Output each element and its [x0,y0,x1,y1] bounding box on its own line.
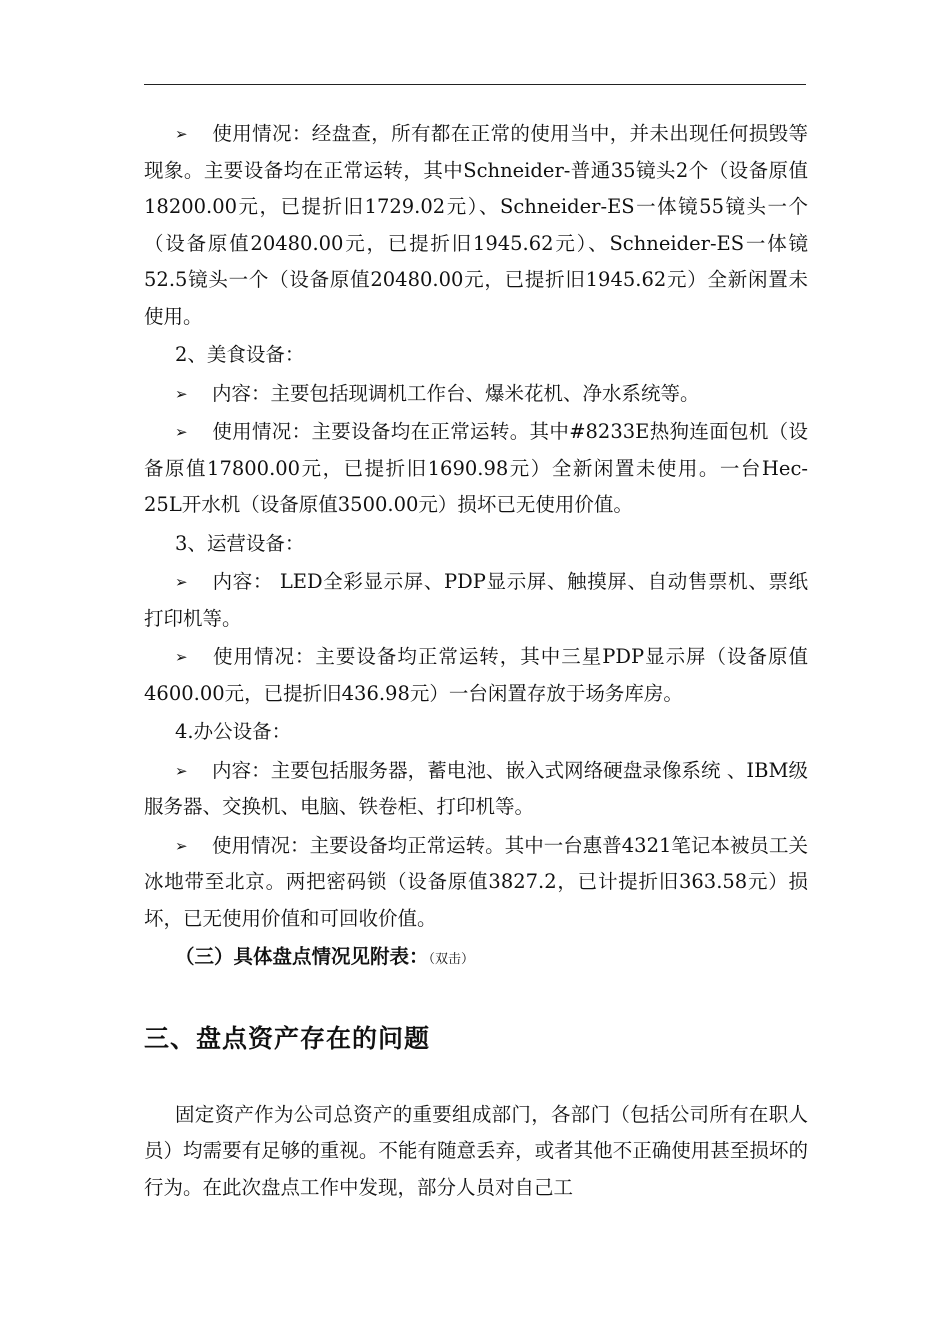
paragraph-operations-usage [144,639,808,712]
attachment-reference [144,939,808,979]
section-heading-inventory-issues: 三、盘点资产存在的问题 [144,1023,431,1053]
attachment-reference-label: （三）具体盘点情况见附表： [175,945,429,968]
paragraph-text: 使用情况：主要设备均在正常运转。其中#8233E热狗连面包机（设备原值17800.00元，已提折旧1690.98元）全新闲置未使用。一台Hec-25L开水机（设备原值3500.00元）损坏已无使用价值。 [144,420,808,516]
paragraph-text: 内容：主要包括服务器，蓄电池、嵌入式网络硬盘录像系统 、IBM级服务器、交换机、电脑、铁卷柜、打印机等。 [144,758,808,818]
section-heading-office-equipment: 4.办公设备： [175,720,292,743]
paragraph-text: 内容：主要包括现调机工作台、爆米花机、净水系统等。 [212,381,700,405]
paragraph-text: 使用情况：主要设备均正常运转，其中三星PDP显示屏（设备原值4600.00元，已提折旧436.98元）一台闲置存放于场务库房。 [144,645,808,705]
section-heading-food-equipment: 2、美食设备： [175,343,305,366]
arrow-bullet-icon: ➢ [175,125,188,143]
arrow-bullet-icon: ➢ [175,761,188,780]
document-body [144,116,808,1206]
arrow-bullet-icon: ➢ [175,423,188,441]
paragraph-usage-projection [144,116,808,335]
paragraph-issues: 固定资产作为公司总资产的重要组成部门，各部门（包括公司所有在职人员）均需要有足够的重视。不能有随意丢弃，或者其他不正确使用甚至损坏的行为。在此次盘点工作中发现，部分人员对自己工 [144,1102,808,1199]
paragraph-office-content [144,753,808,826]
arrow-bullet-icon: ➢ [175,648,188,666]
arrow-bullet-icon: ➢ [175,836,188,855]
header-rule [144,84,806,85]
paragraph-operations-content [144,564,808,637]
arrow-bullet-icon: ➢ [175,384,188,403]
paragraph-text: 使用情况：主要设备均正常运转。其中一台惠普4321笔记本被员工关冰地带至北京。两把密码锁（设备原值3827.2，已计提折旧363.58元）损坏，已无使用价值和可回收价值。 [144,833,808,930]
paragraph-food-content [144,376,808,413]
paragraph-food-usage [144,414,808,524]
paragraph-office-usage [144,828,808,938]
section-heading-operations-equipment: 3、运营设备： [175,531,305,555]
arrow-bullet-icon: ➢ [175,573,188,591]
paragraph-text: 内容： LED全彩显示屏、PDP显示屏、触摸屏、自动售票机、票纸打印机等。 [144,570,808,630]
paragraph-text: 使用情况：经盘查，所有都在正常的使用当中，并未出现任何损毁等现象。主要设备均在正常运转，其中Schneider-普通35镜头2个（设备原值18200.00元，已提折旧1729.02元）、Schneider-ES一体镜55镜头一个（设备原值20480.00元，已提折旧1945.62元）、Schneider-ES一体镜52.5镜头一个（设备原值20480.00元，已提折旧1945.62元）全新闲置未使用。 [144,122,808,328]
double-click-note[interactable]: （双击） [428,952,475,967]
